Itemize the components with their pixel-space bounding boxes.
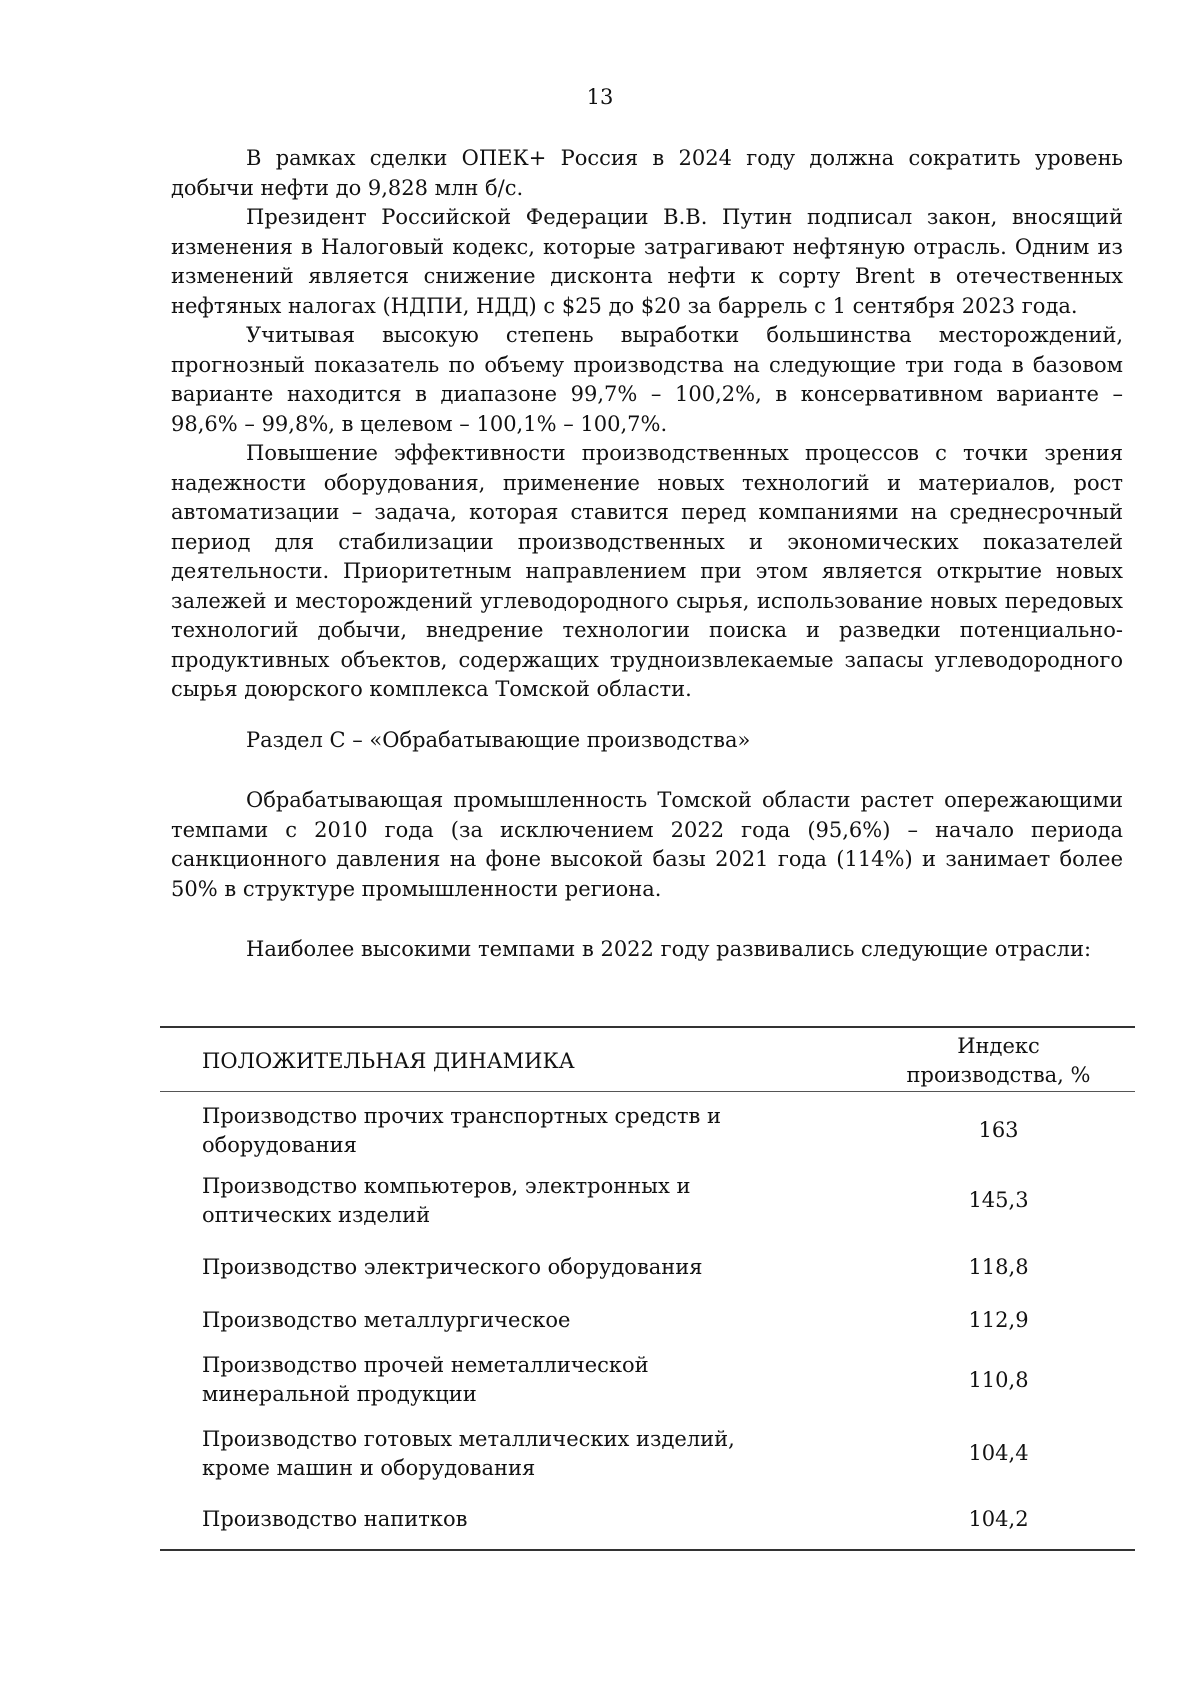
page-number: 13 [586, 85, 614, 109]
row-name-line1: Производство прочих транспортных средств и [202, 1103, 721, 1128]
paragraph: В рамках сделки ОПЕК+ Россия в 2024 году должна сократить уровень добычи нефти до 9,828 млн б/с. [171, 146, 1123, 200]
row-name-cell [160, 1092, 862, 1166]
table-row [160, 1236, 1135, 1298]
row-value-cell: 104,4 [968, 1441, 1029, 1465]
table-row [160, 1298, 1135, 1342]
table-header-row [160, 1027, 1135, 1092]
header-index-cell [862, 1027, 1135, 1092]
table-row [160, 1418, 1135, 1489]
row-name-line2: оптических изделий [202, 1202, 431, 1227]
row-name-line1: Производство электрического оборудования [202, 1254, 703, 1279]
row-name-line1: Производство напитков [202, 1506, 468, 1531]
row-name-cell [160, 1342, 862, 1418]
row-value-cell: 112,9 [968, 1307, 1029, 1332]
header-name-cell: ПОЛОЖИТЕЛЬНАЯ ДИНАМИКА [202, 1048, 575, 1073]
paragraph: Повышение эффективности производственных процессов с точки зрения надежности оборудования, применение новых технологий и материалов, рост автоматизации – задача, которая ставится перед компаниями на среднесрочный период для стабилизации производственных и экономических показателей деятельности. Приоритетным направлением при этом является открытие новых залежей и месторождений углеводородного сырья, использование новых передовых технологий добычи, внедрение технологии поиска и разведки потенциально-продуктивных объектов, содержащих трудноизвлекаемые запасы углеводородного сырья доюрского комплекса Томской области. [171, 441, 1123, 701]
row-name-line1: Производство компьютеров, электронных и [202, 1173, 691, 1198]
row-name-cell [160, 1236, 862, 1298]
row-name-cell [160, 1165, 862, 1236]
row-name-cell [160, 1489, 862, 1550]
row-value-cell: 118,8 [968, 1254, 1029, 1279]
table-row [160, 1092, 1135, 1166]
row-name-line1: Производство прочей неметаллической [202, 1353, 649, 1377]
row-value-cell: 145,3 [968, 1188, 1029, 1212]
section-heading: Раздел С – «Обрабатывающие производства» [246, 727, 751, 752]
row-value-cell: 163 [978, 1118, 1019, 1142]
table-row [160, 1489, 1135, 1550]
paragraph: Президент Российской Федерации В.В. Путин подписал закон, вносящий изменения в Налоговый кодекс, которые затрагивают нефтяную отрасль. Одним из изменений является снижение дисконта нефти к сорту Brent в отечественных нефтяных налогах (НДПИ, НДД) с $25 до $20 за баррель с 1 сентября 2023 года. [171, 205, 1123, 318]
industry-growth-table [160, 1026, 1135, 1551]
row-name-line1: Производство готовых металлических изделий, [202, 1426, 735, 1451]
row-value-cell: 110,8 [968, 1367, 1029, 1392]
row-name-line1: Производство металлургическое [202, 1307, 571, 1332]
row-name-line2: минеральной продукции [202, 1382, 477, 1406]
table-intro: Наиболее высокими темпами в 2022 году развивались следующие отрасли: [246, 937, 1092, 961]
header-index-line2: производства, % [906, 1063, 1091, 1087]
row-name-cell [160, 1298, 862, 1342]
header-index-line1: Индекс [957, 1034, 1040, 1058]
row-name-cell [160, 1418, 862, 1489]
table-row [160, 1165, 1135, 1236]
document-body [171, 144, 1123, 965]
row-value-cell: 104,2 [968, 1506, 1029, 1531]
row-name-line2: кроме машин и оборудования [202, 1455, 536, 1480]
row-name-line2: оборудования [202, 1132, 357, 1157]
section-paragraph: Обрабатывающая промышленность Томской области растет опережающими темпами с 2010 года (за исключением 2022 года (95,6%) – начало периода санкционного давления на фоне высокой базы 2021 года (114%) и занимает более 50% в структуре промышленности региона. [171, 788, 1123, 901]
table-row [160, 1342, 1135, 1418]
paragraph: Учитывая высокую степень выработки большинства месторождений, прогнозный показатель по объему производства на следующие три года в базовом варианте находится в диапазоне 99,7% – 100,2%, в консервативном варианте – 98,6% – 99,8%, в целевом – 100,1% – 100,7%. [171, 323, 1123, 436]
